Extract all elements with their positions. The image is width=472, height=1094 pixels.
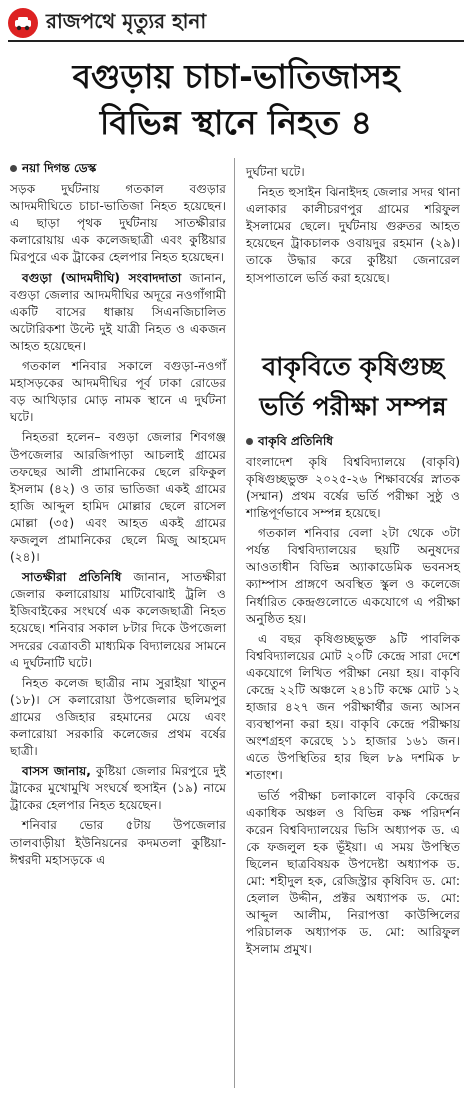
article-2-paragraph: এ বছর কৃষিগুচ্ছভুক্ত ৯টি পাবলিক বিশ্ববিদ্যালয়ের মোট ২০টি কেন্দ্রে সারা দেশে একযোগে লিখিত পরীক্ষা নেয়া হয়। বাকৃবি কেন্দ্রে ২২টি অঞ্চলে ২৪১টি কক্ষে মোট ১২ হাজার ৪২৭ জন পরীক্ষার্থীর জন্য আসন ব্যবস্থাপনা করা হয়। বাকৃবি কেন্দ্রে পরীক্ষায় অংশগ্রহণ করেছে ১১ হাজার ১৬১ জন। এতে উপস্থিতির হার ছিল ৮৯ দশমিক ৮ শতাংশ।	[246, 631, 460, 783]
article-1-paragraph: দুর্ঘটনা ঘটে।	[246, 165, 305, 179]
headline-line-1: বগুড়ায় চাচা-ভাতিজাসহ	[72, 57, 400, 96]
section-title: রাজপথে মৃত্যুর হানা	[46, 8, 207, 33]
article-1-paragraph: সড়ক দুর্ঘটনায় গতকাল বগুড়ার আদমদীঘিতে চাচা-ভাতিজা নিহত হয়েছেন। এ ছাড়া পৃথক দুর্ঘটনায় সাতক্ষীরার কলারোয়ায় এক কলেজছাত্রী এবং কুষ্টিয়ার মিরপুরে এক ট্রাকের হেলপার নিহত হয়েছেন।	[10, 182, 226, 265]
right-column	[246, 164, 460, 961]
article-1-paragraph: নিহত হুসাইন ঝিনাইদহ জেলার সদর থানা এলাকার কালীচরণপুর গ্রামের শরিফুল ইসলামের ছেলে। দুর্ঘটনায় গুরুতর আহত হয়েছেন ট্রাকচালক ওবায়দুর রহমান (২৯)। তাকে উদ্ধার করে কুষ্টিয়া জেনারেল হাসপাতালে ভর্তি করা হয়েছে।	[246, 185, 460, 285]
article-2-byline: বাকৃবি প্রতিনিধি	[246, 433, 460, 450]
column-divider	[234, 158, 235, 1088]
main-headline	[0, 54, 472, 146]
bullet-icon	[246, 438, 253, 445]
article-1-paragraph: নিহতরা হলেন– বগুড়া জেলার শিবগঞ্জ উপজেলার আরজিপাড়া আচলাই গ্রামের তফছের আলী প্রামানিকের ছেলে রফিকুল ইসলাম (৪২) ও তার ভাতিজা একই গ্রামের হাজি আব্দুল হামিদ মোল্লার ছেলে রাসেল মোল্লা (৩৫) এবং আহত একই গ্রামের ফজলুল প্রামানিকের ছেলে মিজু আহমেদ (২৪)।	[10, 430, 226, 565]
article-1-paragraph: সাতক্ষীরা প্রতিনিধি জানান, সাতক্ষীরা জেলার কলারোয়ায় মাটিবোঝাই ট্রলি ও ইজিবাইকের সংঘর্ষে এক কলেজছাত্রী নিহত হয়েছে। শনিবার সকাল ৮টার দিকে উপজেলা সদরের বেত্রাবতী মাধ্যমিক বিদ্যালয়ের সামনে এ দুর্ঘটনাটি ঘটে।	[10, 570, 226, 670]
article-1-paragraph: বাসস জানায়, কুষ্টিয়া জেলার মিরপুরে দুই ট্রাকের মুখোমুখি সংঘর্ষে হুসাইন (১৯) নামে ট্রাকের হেলপার নিহত হয়েছেন।	[10, 764, 226, 813]
bullet-icon	[10, 165, 17, 172]
article-1-paragraph: নিহত কলেজ ছাত্রীর নাম সুরাইয়া খাতুন (১৮)। সে কলারোয়া উপজেলার ছলিমপুর গ্রামের ওজিহার রহমানের মেয়ে এবং কলারোয়া সরকারি কলেজের প্রথম বর্ষের ছাত্রী।	[10, 675, 226, 759]
article-2-headline: বাকৃবিতে কৃষিগুচ্ছ ভর্তি পরীক্ষা সম্পন্ন	[259, 351, 447, 421]
headline-line-2: বিভিন্ন স্থানে নিহত ৪	[99, 103, 373, 142]
article-1-paragraph: গতকাল শনিবার সকালে বগুড়া-নওগাঁ মহাসড়কের আদমদীঘির পূর্ব ঢাকা রোডের বড় আখিড়ার মোড় নামক স্থানে এ দুর্ঘটনা ঘটে।	[10, 359, 226, 425]
article-1-column	[10, 160, 226, 872]
article-1-paragraph: বগুড়া (আদমদীঘি) সংবাদদাতা জানান, বগুড়া জেলার আদমদীঘির অদূরে নওগাঁগামী একটি বাসের ধাক্কায় সিএনজিচালিত অটোরিকশা উল্টে দুই যাত্রী নিহত ও একজন আহত হয়েছেন।	[10, 270, 226, 353]
article-2-paragraph: বাংলাদেশ কৃষি বিশ্ববিদ্যালয়ে (বাকৃবি) কৃষিগুচ্ছভুক্ত ২০২৫-২৬ শিক্ষাবর্ষের স্নাতক (সম্মান) প্রথম বর্ষের ভর্তি পরীক্ষা সুষ্ঠু ও শান্তিপূর্ণভাবে সম্পন্ন হয়েছে।	[246, 454, 460, 521]
article-2-paragraph: গতকাল শনিবার বেলা ২টা থেকে ৩টা পর্যন্ত বিশ্ববিদ্যালয়ের ছয়টি অনুষদের আওতাধীন বিভিন্ন অ্যাকাডেমিক ভবনসহ ক্যাম্পাস প্রাঙ্গণে অবস্থিত স্কুল ও কলেজে নির্ধারিত কেন্দ্রগুলোতে একযোগে এ পরীক্ষা অনুষ্ঠিত হয়।	[246, 526, 460, 626]
article-1-byline: নয়া দিগন্ত ডেস্ক	[10, 160, 226, 177]
section-header	[8, 6, 464, 42]
car-crash-icon	[8, 8, 38, 38]
article-2-paragraph: ভর্তি পরীক্ষা চলাকালে বাকৃবি কেন্দ্রের একাধিক অঞ্চল ও বিভিন্ন কক্ষ পরিদর্শন করেন বিশ্ববিদ্যালয়ের ভিসি অধ্যাপক ড. এ কে ফজলুল হক ভূঁইয়া। এ সময় উপস্থিত ছিলেন ছাত্রবিষয়ক উপদেষ্টা অধ্যাপক ড. মো: শহীদুল হক, রেজিস্ট্রার কৃষিবিদ ড. মো: হেলাল উদ্দীন, প্রক্টর অধ্যাপক ড. মো: আব্দুল আলীম, নিরাপত্তা কাউন্সিলের পরিচালক অধ্যাপক ড. মো: আরিফুল ইসলাম প্রমুখ।	[246, 788, 460, 957]
article-1-paragraph: শনিবার ভোর ৫টায় উপজেলার তালবাড়ীয়া ইউনিয়নের কদমতলা কুষ্টিয়া-ঈশ্বরদী মহাসড়কে এ	[10, 818, 226, 867]
